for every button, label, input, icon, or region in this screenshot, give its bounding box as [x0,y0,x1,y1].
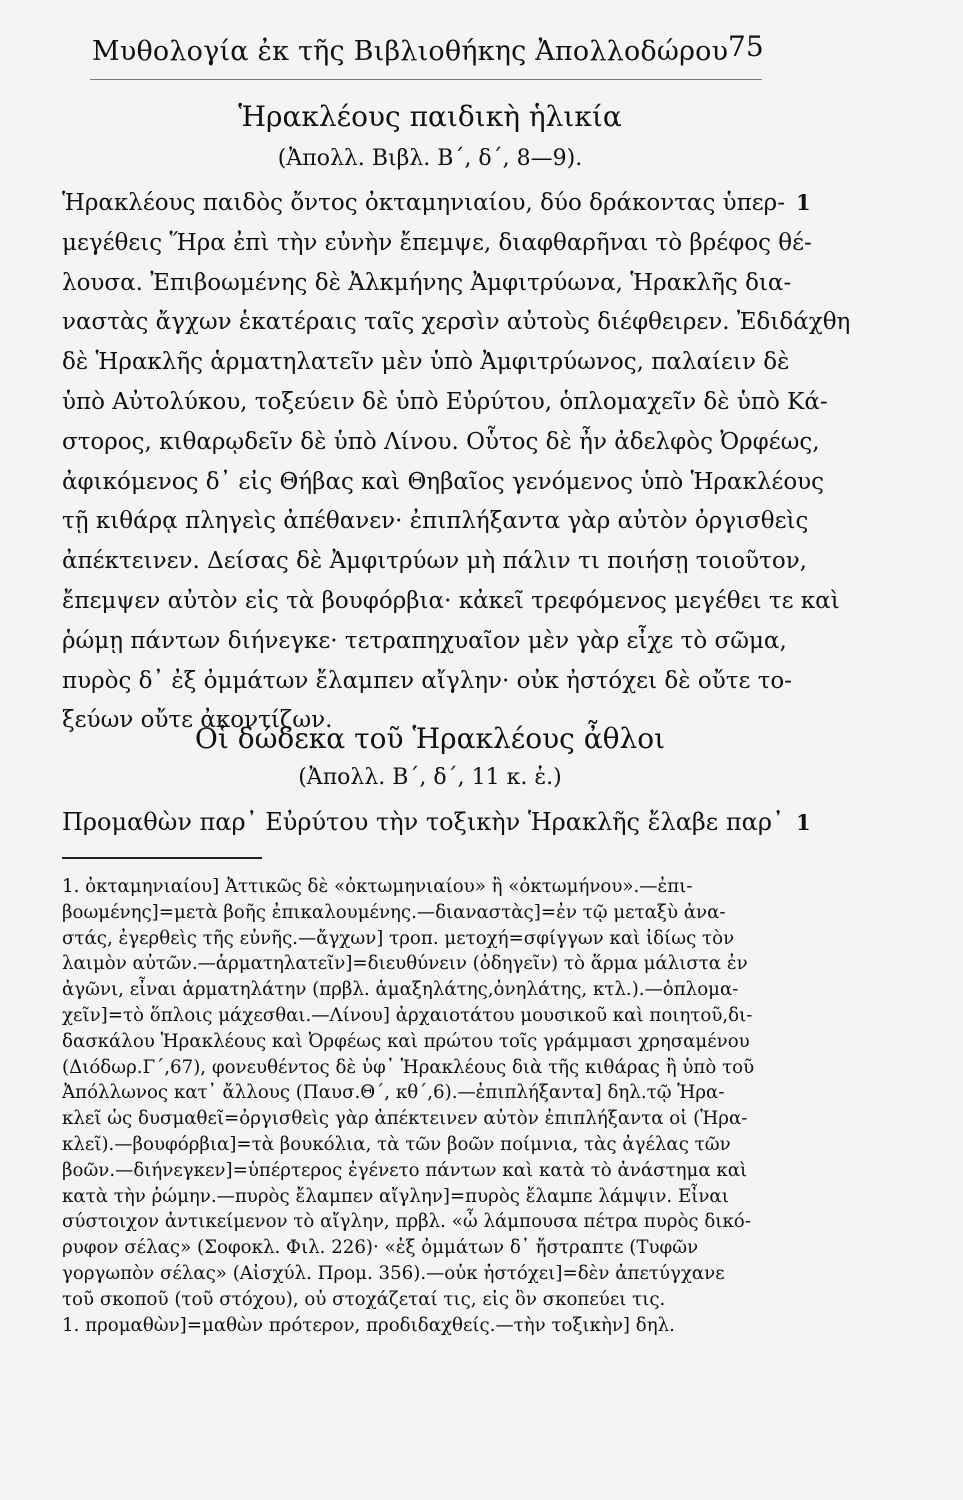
text-line: ἀπέκτεινεν. Δείσας δὲ Ἀμφιτρύων μὴ πάλιν τι ποιήσῃ τοιοῦτον, [62,548,807,575]
section-reference-labours: (Ἀπολλ. Β΄, δ΄, 11 κ. ἑ.) [298,765,562,790]
text-line: ἀφικόμενος δ᾽ εἰς Θήβας καὶ Θηβαῖος γενόμενος ὑπὸ Ἡρακλέους [62,468,825,495]
footnote-line: κατὰ τὴν ῥώμην.—πυρὸς ἔλαμπεν αἴγλην]=πυρὸς ἔλαμπε λάμψιν. Εἶναι [62,1185,729,1207]
text-line: Προμαθὼν παρ᾽ Εὐρύτου τὴν τοξικὴν Ἡρακλῆς ἔλαβε παρ᾽ [62,808,784,836]
footnote-line: κλεῖ).—βουφόρβια]=τὰ βουκόλια, τὰ τῶν βοῶν ποίμνια, τὰς ἀγέλας τῶν [62,1133,731,1155]
text-line: ῥώμῃ πάντων διήνεγκε· τετραπηχυαῖον μὲν γὰρ εἶχε τὸ σῶμα, [62,627,787,654]
footnote-line: ρυφον σέλας» (Σοφοκλ. Φιλ. 226)· «ἐξ ὀμμάτων δ᾽ ἤστραπτε (Τυφῶν [62,1237,699,1259]
footnote-line: 1. προμαθὼν]=μαθὼν πρότερον, προδιδαχθείς.—τὴν τοξικὴν] δηλ. [62,1314,675,1336]
footnote-line: δασκάλου Ἡρακλέους καὶ Ὀρφέως καὶ πρώτου τοῖς γράμμασι χρησαμένου [62,1030,750,1052]
section-title-childhood: Ἡρακλέους παιδικὴ ἡλικία [238,100,622,133]
text-line: τῇ κιθάρᾳ πληγεὶς ἀπέθανεν· ἐπιπλήξαντα γὰρ αὐτὸν ὀργισθεὶς [62,508,809,535]
page-number: 75 [728,30,764,63]
footnote-marker: 1 [796,810,811,835]
footnote-line: (Διόδωρ.Γ΄,67), φονευθέντος δὲ ὑφ᾽ Ἡρακλέους διὰ τῆς κιθάρας ἢ ὑπὸ τοῦ [62,1056,755,1078]
text-line: ὑπὸ Αὐτολύκου, τοξεύειν δὲ ὑπὸ Εὐρύτου, ὁπλομαχεῖν δὲ ὑπὸ Κά- [62,388,828,415]
footnote-line: τοῦ σκοποῦ (τοῦ στόχου), οὐ στοχάζεταί τις, εἰς ὃν σκοπεύει τις. [62,1288,666,1310]
text-line: Ἡρακλέους παιδὸς ὄντος ὀκταμηνιαίου, δύο δράκοντας ὑπερ- [62,190,785,216]
footnote-line: χεῖν]=τὸ ὅπλοις μάχεσθαι.—Λίνου] ἀρχαιοτάτου μουσικοῦ καὶ ποιητοῦ,δι- [62,1004,753,1026]
footnote-line: σύστοιχον ἀντικείμενον τὸ αἴγλην, πρβλ. «ὦ λάμπουσα πέτρα πυρὸς δικό- [62,1211,751,1233]
footnote-line: γοργωπὸν σέλας» (Αἰσχύλ. Προμ. 356).—οὐκ ἠστόχει]=δὲν ἀπετύγχανε [62,1262,725,1284]
text-line: ναστὰς ἄγχων ἑκατέραις ταῖς χερσὶν αὐτοὺς διέφθειρεν. Ἐδιδάχθη [62,309,851,336]
footnote-line: βοῶν.—διήνεγκεν]=ὑπέρτερος ἐγένετο πάντων καὶ κατὰ τὸ ἀνάστημα καὶ [62,1159,748,1181]
footnotes [62,874,792,1338]
footnote-rule [62,857,262,859]
footnote-line: βοωμένης]=μετὰ βοῆς ἐπικαλουμένης.—διαναστὰς]=ἐν τῷ μεταξὺ ἀνα- [62,901,726,923]
text-line: ἔπεμψεν αὐτὸν εἰς τὰ βουφόρβια· κἀκεῖ τρεφόμενος μεγέθει τε καὶ [62,587,840,614]
text-line: πυρὸς δ᾽ ἐξ ὀμμάτων ἔλαμπεν αἴγλην· οὐκ ἠστόχει δὲ οὔτε το- [62,667,793,694]
footnote-line: 1. ὀκταμηνιαίου] Ἀττικῶς δὲ «ὀκτωμηνιαίου» ἢ «ὀκτωμήνου».—ἐπι- [62,876,693,897]
footnote-line: λαιμὸν αὐτῶν.—ἁρματηλατεῖν]=διευθύνειν (ὁδηγεῖν) τὸ ἅρμα μάλιστα ἐν [62,953,748,975]
footnote-marker: 1 [796,190,811,215]
section-reference-childhood: (Ἀπολλ. Βιβλ. Β΄, δ΄, 8—9). [277,146,583,171]
text-line: ξεύων οὔτε ἀκοντίζων. [62,707,333,734]
header-rule [90,79,762,80]
footnote-line: Ἀπόλλωνος κατ᾽ ἄλλους (Παυσ.Θ΄, κθ΄,6).—ἐπιπλήξαντα] δηλ.τῷ Ἡρα- [62,1082,725,1104]
text-line: λουσα. Ἐπιβοωμένης δὲ Ἀλκμήνης Ἀμφιτρύωνα, Ἡρακλῆς δια- [62,269,792,296]
text-line: στορος, κιθαρῳδεῖν δὲ ὑπὸ Λίνου. Οὗτος δὲ ἦν ἀδελφὸς Ὀρφέως, [62,428,820,455]
footnote-line: στάς, ἐγερθεὶς τῆς εὐνῆς.—ἄγχων] τροπ. μετοχή=σφίγγων καὶ ἰδίως τὸν [62,927,735,949]
text-line: μεγέθεις Ἥρα ἐπὶ τὴν εὐνὴν ἔπεμψε, διαφθαρῆναι τὸ βρέφος θέ- [62,229,812,256]
footnote-line: ἀγῶνι, εἶναι ἁρματηλάτην (πρβλ. ἁμαξηλάτης,ὀνηλάτης, κτλ.).—ὁπλομα- [62,979,739,1001]
section-title-labours: Οἱ δώδεκα τοῦ Ἡρακλέους ἆθλοι [194,722,666,755]
footnote-line: κλεῖ ὡς δυσμαθεῖ=ὀργισθεὶς γὰρ ἀπέκτεινεν αὐτὸν ἐπιπλήξαντα οἱ (Ἡρα- [62,1108,748,1130]
text-line: δὲ Ἡρακλῆς ἁρματηλατεῖν μὲν ὑπὸ Ἀμφιτρύωνος, παλαίειν δὲ [62,349,790,376]
running-title: Μυθολογία ἐκ τῆς Βιβλιοθήκης Ἀπολλοδώρου [92,36,729,67]
body-text [62,184,851,741]
